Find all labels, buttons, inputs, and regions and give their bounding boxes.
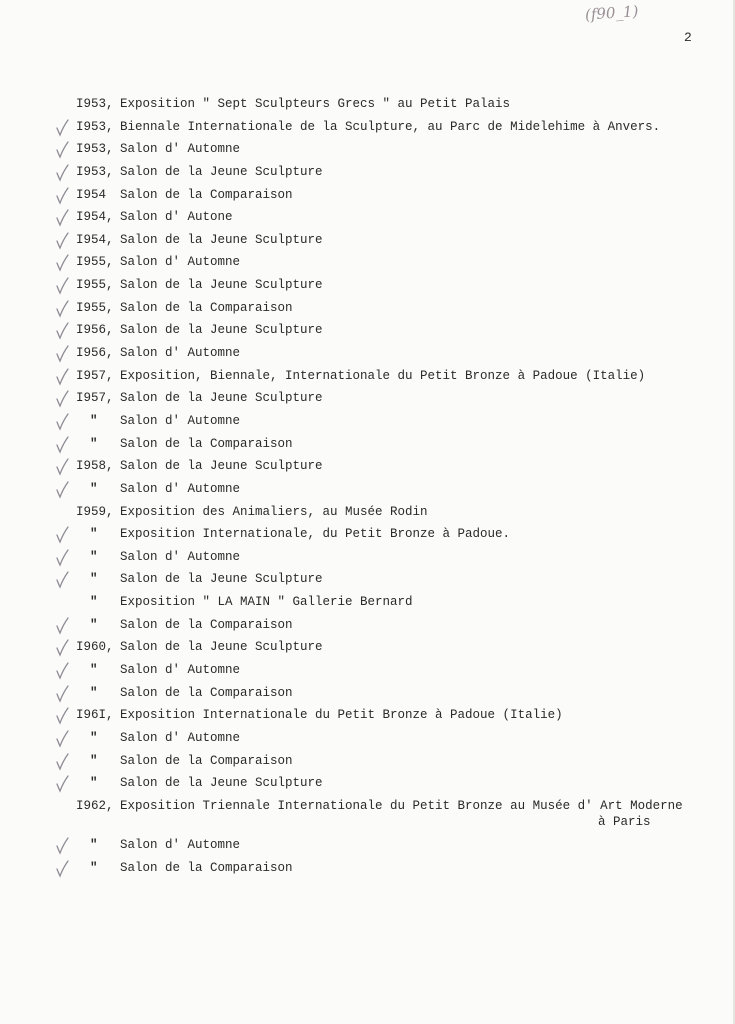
entry-year: " xyxy=(90,549,98,564)
checkmark-icon xyxy=(54,753,72,771)
entry-text: Salon d' Automne xyxy=(120,837,241,852)
checkmark-icon xyxy=(54,390,72,408)
entry-text: Salon de la Comparaison xyxy=(120,617,293,632)
entry-text: Salon de la Comparaison xyxy=(120,187,293,202)
entry-year: I954, xyxy=(76,210,114,225)
entry-text: Exposition Internationale du Petit Bronze à Padoue (Italie) xyxy=(120,708,563,723)
entry-text: Salon de la Comparaison xyxy=(120,685,293,700)
checkmark-icon xyxy=(54,413,72,431)
entry-text: Salon de la Jeune Sculpture xyxy=(120,232,323,247)
entry-text: Salon de la Jeune Sculpture xyxy=(120,640,323,655)
list-item xyxy=(0,433,735,456)
entry-text: Exposition des Animaliers, au Musée Rodin xyxy=(120,504,428,519)
entry-text: Salon d' Automne xyxy=(120,255,241,270)
exhibition-list xyxy=(0,93,735,879)
checkmark-icon xyxy=(54,458,72,476)
checkmark-icon xyxy=(54,209,72,227)
checkmark-icon xyxy=(54,187,72,205)
list-item xyxy=(0,116,735,139)
entry-year: I955, xyxy=(76,255,114,270)
entry-year: " xyxy=(90,617,98,632)
list-item xyxy=(0,546,735,569)
checkmark-icon xyxy=(54,368,72,386)
list-item xyxy=(0,297,735,320)
list-item xyxy=(0,857,735,880)
entry-text-continuation: à Paris xyxy=(598,814,651,829)
checkmark-icon xyxy=(54,775,72,793)
entry-text: Exposition, Biennale, Internationale du Petit Bronze à Padoue (Italie) xyxy=(120,368,646,383)
list-item xyxy=(0,750,735,773)
entry-year: I953, xyxy=(76,164,114,179)
checkmark-icon xyxy=(54,707,72,725)
checkmark-icon xyxy=(54,571,72,589)
list-item xyxy=(0,410,735,433)
list-item xyxy=(0,229,735,252)
entry-year: I955, xyxy=(76,300,114,315)
list-item xyxy=(0,772,735,795)
list-item xyxy=(0,342,735,365)
checkmark-icon xyxy=(54,617,72,635)
entry-year: " xyxy=(90,595,98,610)
list-item xyxy=(0,251,735,274)
list-item xyxy=(0,659,735,682)
checkmark-icon xyxy=(54,141,72,159)
entry-year: I96I, xyxy=(76,708,114,723)
entry-year: " xyxy=(90,730,98,745)
entry-year: " xyxy=(90,776,98,791)
entry-text: Salon de la Jeune Sculpture xyxy=(120,164,323,179)
list-item xyxy=(0,795,735,834)
checkmark-icon xyxy=(54,837,72,855)
checkmark-icon xyxy=(54,300,72,318)
list-item xyxy=(0,682,735,705)
checkmark-icon xyxy=(54,345,72,363)
entry-text: Salon d' Automne xyxy=(120,549,241,564)
entry-year: " xyxy=(90,663,98,678)
list-item xyxy=(0,455,735,478)
entry-text: Salon d' Automne xyxy=(120,663,241,678)
entry-text: Salon d' Automne xyxy=(120,346,241,361)
entry-text: Salon de la Jeune Sculpture xyxy=(120,391,323,406)
entry-year: I959, xyxy=(76,504,114,519)
checkmark-icon xyxy=(54,436,72,454)
entry-year: I953, xyxy=(76,97,114,111)
entry-text: Salon de la Comparaison xyxy=(120,436,293,451)
entry-text: Salon d' Automne xyxy=(120,730,241,745)
entry-year: I956, xyxy=(76,346,114,361)
checkmark-icon xyxy=(54,322,72,340)
list-item xyxy=(0,636,735,659)
entry-year: I957, xyxy=(76,368,114,383)
entry-text: Exposition Internationale, du Petit Bronze à Padoue. xyxy=(120,527,511,542)
list-item xyxy=(0,184,735,207)
list-item xyxy=(0,614,735,637)
checkmark-icon xyxy=(54,232,72,250)
entry-text: Salon de la Jeune Sculpture xyxy=(120,776,323,791)
entry-text: Salon d' Autone xyxy=(120,210,233,225)
list-item xyxy=(0,478,735,501)
entry-year: " xyxy=(90,527,98,542)
checkmark-icon xyxy=(54,481,72,499)
list-item xyxy=(0,387,735,410)
list-item xyxy=(0,704,735,727)
entry-text: Salon de la Jeune Sculpture xyxy=(120,278,323,293)
entry-year: I958, xyxy=(76,459,114,474)
checkmark-icon xyxy=(54,254,72,272)
entry-year: I955, xyxy=(76,278,114,293)
list-item xyxy=(0,93,735,116)
list-item xyxy=(0,138,735,161)
entry-year: " xyxy=(90,481,98,496)
entry-text: Salon de la Jeune Sculpture xyxy=(120,459,323,474)
checkmark-icon xyxy=(54,662,72,680)
list-item xyxy=(0,727,735,750)
entry-year: I953, xyxy=(76,119,114,134)
entry-year: " xyxy=(90,753,98,768)
list-item xyxy=(0,206,735,229)
entry-text: Exposition " Sept Sculpteurs Grecs " au Petit Palais xyxy=(120,97,511,111)
checkmark-icon xyxy=(54,860,72,878)
checkmark-icon xyxy=(54,119,72,137)
entry-text: Salon de la Jeune Sculpture xyxy=(120,572,323,587)
entry-text: Exposition Triennale Internationale du Petit Bronze au Musée d' Art Moderne xyxy=(120,798,683,813)
handwritten-annotation: (f90_1) xyxy=(584,2,639,24)
entry-year: " xyxy=(90,572,98,587)
entry-text: Salon de la Comparaison xyxy=(120,300,293,315)
entry-year: " xyxy=(90,436,98,451)
entry-year: " xyxy=(90,685,98,700)
entry-text: Salon de la Jeune Sculpture xyxy=(120,323,323,338)
entry-text: Salon de la Comparaison xyxy=(120,860,293,875)
entry-year: I957, xyxy=(76,391,114,406)
entry-text: Salon de la Comparaison xyxy=(120,753,293,768)
list-item xyxy=(0,365,735,388)
entry-text: Salon d' Automne xyxy=(120,413,241,428)
entry-year: " xyxy=(90,837,98,852)
entry-year: I962, xyxy=(76,798,114,813)
entry-text: Salon d' Automne xyxy=(120,481,241,496)
entry-text: Salon d' Automne xyxy=(120,142,241,157)
list-item xyxy=(0,568,735,591)
entry-year: " xyxy=(90,860,98,875)
checkmark-icon xyxy=(54,685,72,703)
list-item xyxy=(0,523,735,546)
list-item xyxy=(0,161,735,184)
checkmark-icon xyxy=(54,549,72,567)
entry-year: " xyxy=(90,413,98,428)
entry-year: I953, xyxy=(76,142,114,157)
entry-text: Biennale Internationale de la Sculpture, au Parc de Midelehime à Anvers. xyxy=(120,119,661,134)
list-item xyxy=(0,274,735,297)
list-item xyxy=(0,834,735,857)
list-item xyxy=(0,319,735,342)
page-number: 2 xyxy=(684,30,692,45)
checkmark-icon xyxy=(54,730,72,748)
list-item xyxy=(0,591,735,614)
list-item xyxy=(0,501,735,524)
entry-year: I956, xyxy=(76,323,114,338)
checkmark-icon xyxy=(54,526,72,544)
entry-text: Exposition " LA MAIN " Gallerie Bernard xyxy=(120,595,413,610)
checkmark-icon xyxy=(54,164,72,182)
checkmark-icon xyxy=(54,639,72,657)
checkmark-icon xyxy=(54,277,72,295)
entry-year: I960, xyxy=(76,640,114,655)
entry-year: I954, xyxy=(76,232,114,247)
entry-year: I954 xyxy=(76,187,107,202)
